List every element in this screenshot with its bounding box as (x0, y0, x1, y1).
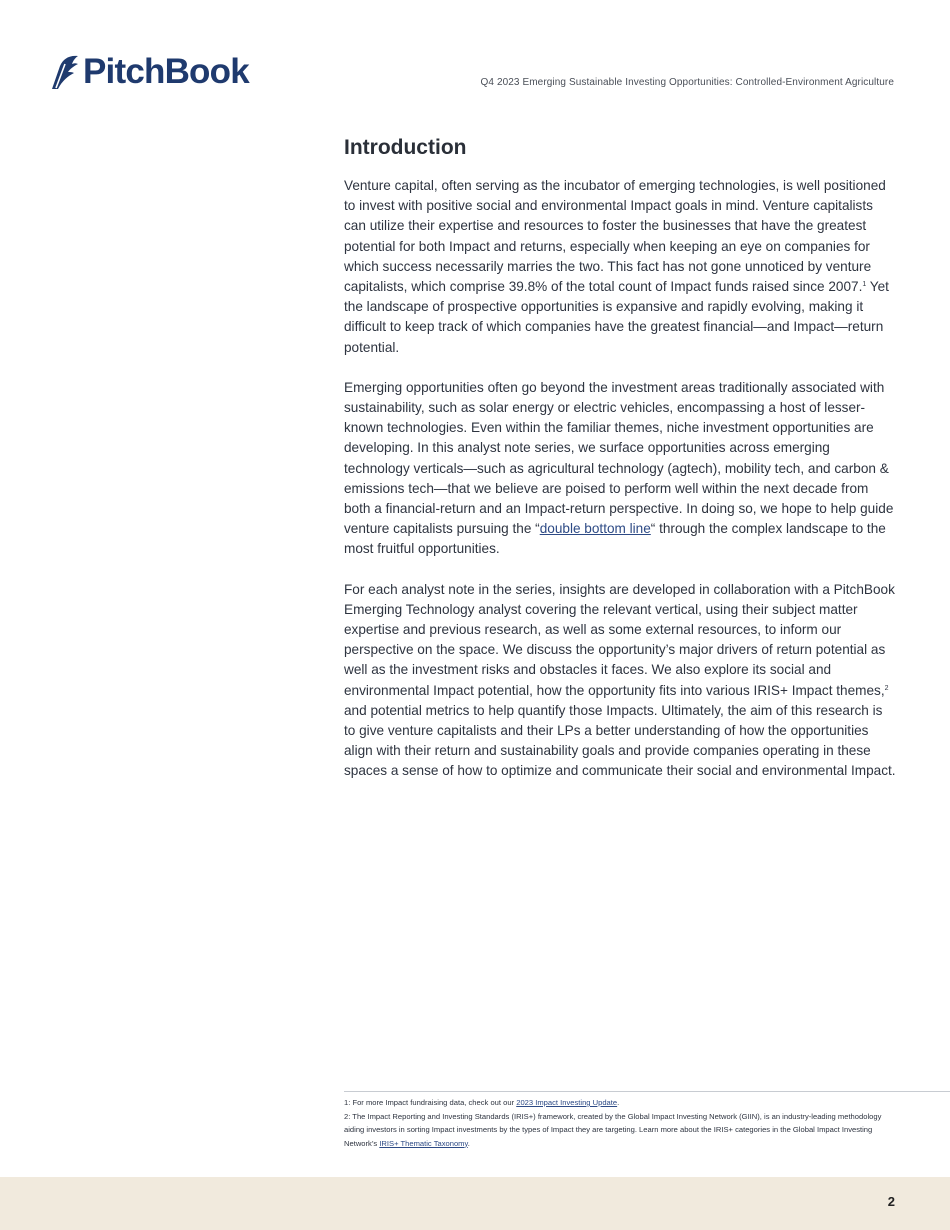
impact-investing-update-link[interactable]: 2023 Impact Investing Update (516, 1098, 618, 1107)
footnote-divider (344, 1091, 950, 1092)
pitchbook-logo[interactable] (50, 52, 249, 92)
brand-name: PitchBook (83, 52, 249, 91)
footnote-ref-1[interactable]: 1 (862, 281, 867, 289)
page-number: 2 (887, 1194, 895, 1209)
paragraph-2 (344, 378, 896, 560)
section-heading: Introduction (344, 136, 467, 159)
footnote-ref-2[interactable]: 2 (884, 684, 889, 692)
footnote-1 (344, 1096, 896, 1110)
report-title: Q4 2023 Emerging Sustainable Investing Opportunities: Controlled-Environment Agriculture (480, 77, 894, 88)
p2-text-after: “ through the complex landscape to the most fruitful opportunities. (344, 521, 886, 557)
paragraph-3 (344, 580, 896, 782)
p3-text-before: For each analyst note in the series, insights are developed in collaboration with a PitchBook Emerging Technology analyst covering the relevant vertical, using their subject matter expertise and previous research, as well as some external resources, to inform our perspective on the space. We discuss the opportunity’s major drivers of return potential as well as the investment risks and obstacles it faces. We also explore its social and environmental Impact potential, how the opportunity fits into various IRIS+ Impact themes, (344, 581, 895, 698)
p3-text-after: and potential metrics to help quantify those Impacts. Ultimately, the aim of this research is to give venture capitalists and their LPs a better understanding of how the opportunities align with their return and sustainability goals and provide companies operating in these spaces a sense of how to optimize and communicate their social and environmental Impact. (344, 702, 896, 779)
fn2-text-before: 2: The Impact Reporting and Investing Standards (IRIS+) framework, created by the Global Impact Investing Network (GIIN), is an industry-leading methodology aiding investors in sorting Impact investments by the types of Impact they are targeting. Learn more about the IRIS+ categories in the Global Impact Investing Network’s (344, 1111, 882, 1148)
fn2-text-after: . (467, 1138, 470, 1148)
fn1-text-after: . (617, 1098, 620, 1107)
footnote-2 (344, 1110, 896, 1151)
p1-text-after: Yet the landscape of prospective opportunities is expansive and rapidly evolving, making it difficult to keep track of which companies have the greatest financial—and Impact—return potential. (344, 279, 889, 355)
double-bottom-line-link[interactable]: double bottom line (539, 521, 651, 537)
pitchbook-feather-icon (50, 54, 80, 90)
fn1-text-before: 1: For more Impact fundraising data, check out our (344, 1098, 517, 1107)
iris-thematic-taxonomy-link[interactable]: IRIS+ Thematic Taxonomy (379, 1138, 468, 1148)
footnotes (344, 1096, 896, 1150)
p2-text-before: Emerging opportunities often go beyond the investment areas traditionally associated with sustainability, such as solar energy or electric vehicles, encompassing a host of lesser-known technologies. Even within the familiar themes, niche investment opportunities are developing. In this analyst note series, we surface opportunities across emerging technology verticals—such as agricultural technology (agtech), mobility tech, and carbon & emissions tech—that we believe are poised to perform well within the next decade from both a financial-return and an Impact-return perspective. In doing so, we hope to help guide venture capitalists pursuing the “ (344, 379, 894, 537)
page-footer (0, 1177, 950, 1230)
main-content (344, 136, 896, 802)
paragraph-1 (344, 176, 896, 358)
p1-text-before: Venture capital, often serving as the incubator of emerging technologies, is well positioned to invest with positive social and environmental Impact goals in mind. Venture capitalists can utilize their expertise and resources to foster the businesses that have the greatest potential for both Impact and returns, especially when keeping an eye on companies for which success necessarily marries the two. This fact has not gone unnoticed by venture capitalists, which comprise 39.8% of the total count of Impact funds raised since 2007. (344, 178, 886, 295)
